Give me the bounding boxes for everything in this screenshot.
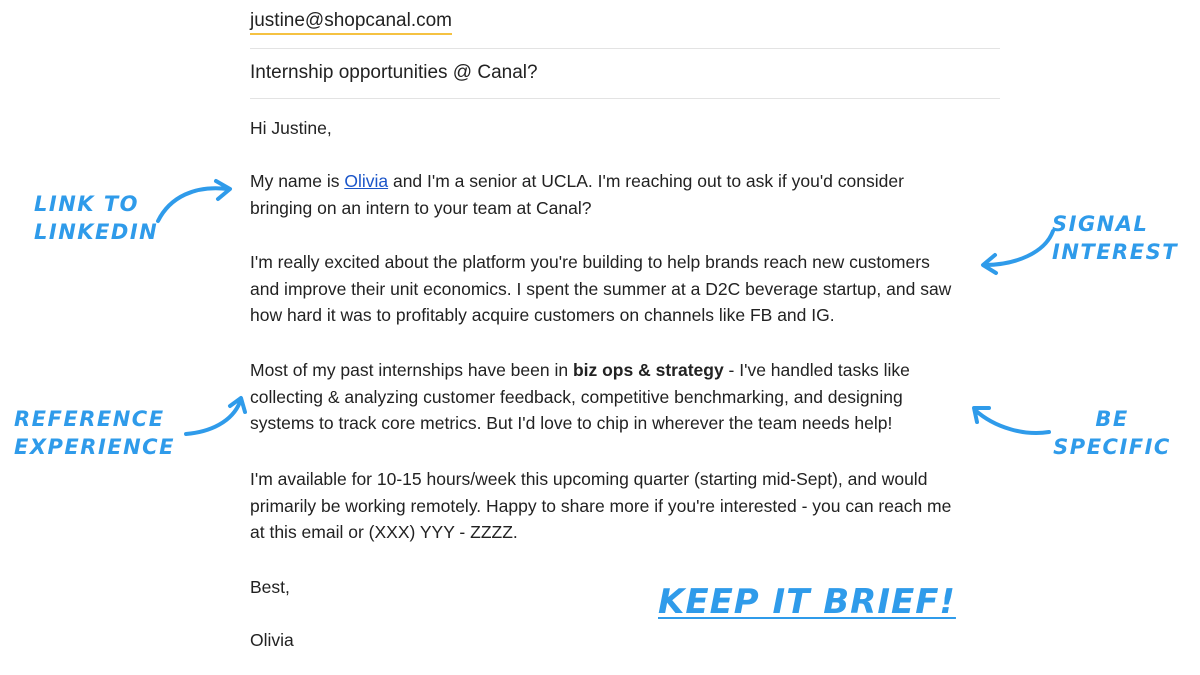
to-field[interactable] (250, 0, 1000, 49)
linkedin-link[interactable]: Olivia (344, 171, 389, 191)
annotation-line: SIGNAL (1052, 212, 1149, 236)
signoff: Best, (250, 577, 290, 597)
intro-line1-rest: and I'm a senior at UCLA. I'm reaching out to ask if you'd consider (388, 171, 904, 191)
interest-line: and improve their unit economics. I spent the summer at a D2C beverage startup, and saw (250, 278, 952, 299)
availability-line: I'm available for 10-15 hours/week this upcoming quarter (starting mid-Sept), and would (250, 469, 928, 489)
interest-line: I'm really excited about the platform you're building to help brands reach new customers (250, 252, 930, 272)
annotation-line: LINK TO (34, 192, 140, 216)
arrow-to-experience-icon (180, 392, 250, 442)
annotation-be-specific (1052, 405, 1172, 461)
availability-line: primarily be working remotely. Happy to share more if you're interested - you can reach me (250, 495, 952, 516)
annotation-line: INTEREST (1052, 240, 1179, 264)
annotation-line: BE (1095, 407, 1129, 431)
interest-line: how hard it was to profitably acquire customers on channels like FB and IG. (250, 305, 835, 325)
annotation-keep-it-brief: KEEP IT BRIEF! (658, 582, 956, 622)
availability-line: at this email or (XXX) YYY - ZZZZ. (250, 522, 518, 542)
experience-line3: systems to track core metrics. But I'd love to chip in wherever the team needs help! (250, 413, 893, 433)
subject-text[interactable]: Internship opportunities @ Canal? (250, 62, 538, 83)
experience-prefix: Most of my past internships have been in (250, 360, 573, 380)
paragraph-availability (250, 466, 1000, 546)
annotation-reference-experience (14, 405, 175, 461)
annotation-signal-interest (1052, 210, 1178, 266)
greeting: Hi Justine, (250, 118, 332, 138)
annotation-line: EXPERIENCE (14, 435, 175, 459)
subject-field[interactable] (250, 48, 1000, 99)
arrow-to-specific-icon (965, 398, 1055, 443)
annotation-line: REFERENCE (14, 407, 165, 431)
experience-bold: biz ops & strategy (572, 360, 724, 380)
annotation-link-to-linkedin (34, 190, 158, 246)
experience-line1-rest: - I've handled tasks like (723, 360, 910, 380)
experience-line2: collecting & analyzing customer feedback, competitive benchmarking, and designing (250, 386, 903, 407)
arrow-to-interest-icon (975, 225, 1060, 275)
paragraph-experience (250, 357, 1000, 437)
intro-line2: bringing on an intern to your team at Canal? (250, 197, 592, 218)
annotation-line: LINKEDIN (34, 220, 159, 244)
paragraph-interest (250, 249, 1000, 329)
paragraph-intro (250, 168, 1000, 221)
arrow-to-link-icon (150, 175, 240, 225)
annotation-line: SPECIFIC (1053, 435, 1171, 459)
signature: Olivia (250, 630, 294, 650)
recipient-chip[interactable]: justine@shopcanal.com (250, 10, 452, 35)
intro-prefix: My name is (250, 171, 345, 191)
